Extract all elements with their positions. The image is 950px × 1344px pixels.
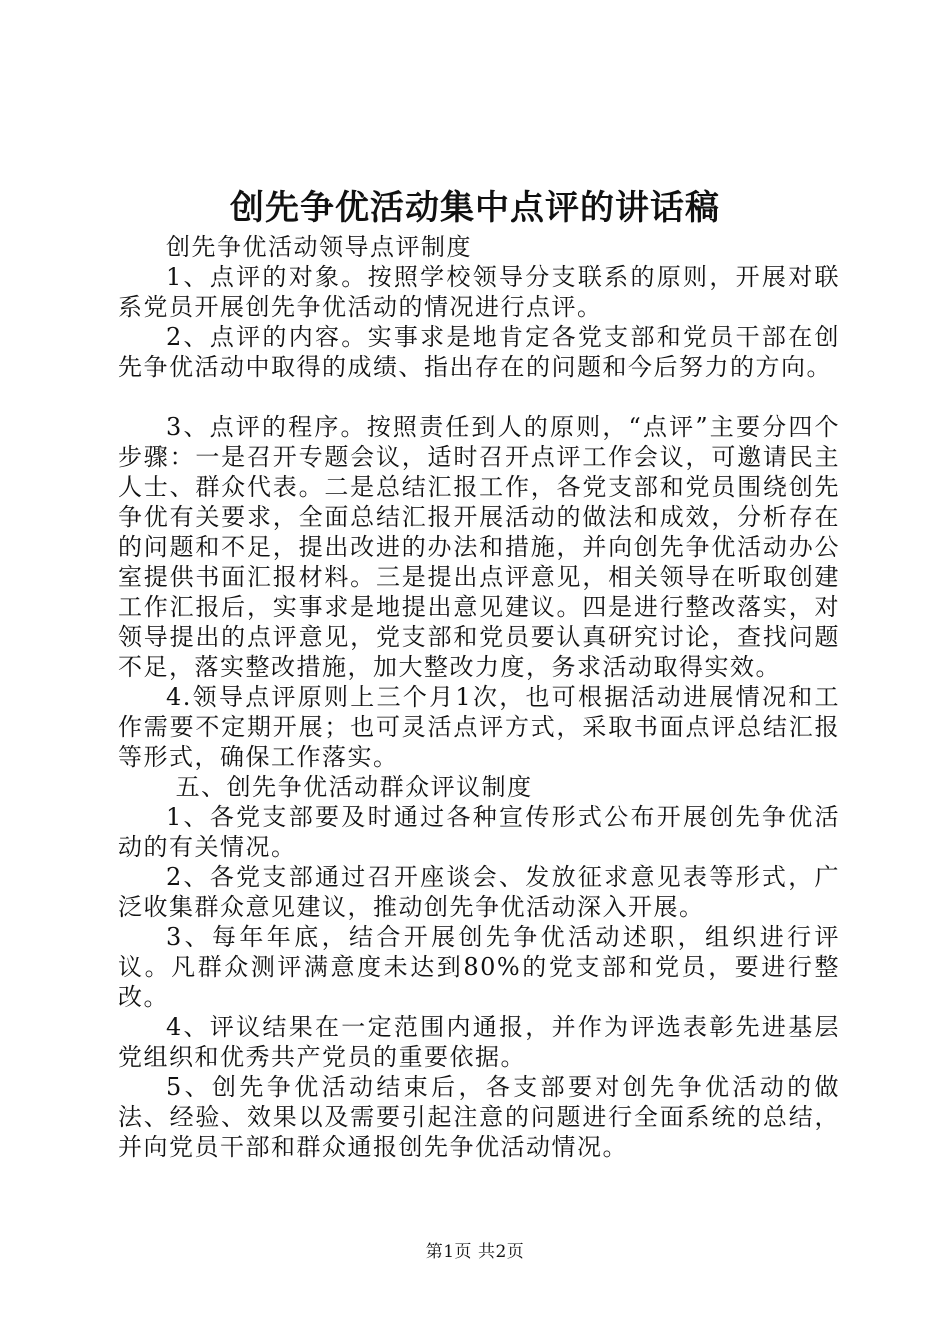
paragraph: 4.领导点评原则上三个月1次，也可根据活动进展情况和工作需要不定期开展；也可灵活点评方式，采取书面点评总结汇报等形式，确保工作落实。 (118, 683, 840, 771)
document-body (118, 232, 840, 1162)
paragraph: 3、每年年底，结合开展创先争优活动述职，组织进行评议。凡群众测评满意度未达到80%的党支部和党员，要进行整改。 (118, 923, 840, 1011)
paragraph: 4、评议结果在一定范围内通报，并作为评选表彰先进基层党组织和优秀共产党员的重要依据。 (118, 1013, 840, 1071)
section-heading: 创先争优活动领导点评制度 (166, 233, 472, 261)
paragraph: 5、创先争优活动结束后，各支部要对创先争优活动的做法、经验、效果以及需要引起注意的问题进行全面系统的总结，并向党员干部和群众通报创先争优活动情况。 (118, 1073, 840, 1161)
paragraph: 1、各党支部要及时通过各种宣传形式公布开展创先争优活动的有关情况。 (118, 803, 840, 861)
paragraph: 3、点评的程序。按照责任到人的原则，“点评”主要分四个步骤：一是召开专题会议，适时召开点评工作会议，可邀请民主人士、群众代表。二是总结汇报工作，各党支部和党员围绕创先争优有关要求，全面总结汇报开展活动的做法和成效，分析存在的问题和不足，提出改进的办法和措施，并向创先争优活动办公室提供书面汇报材料。三是提出点评意见，相关领导在听取创建工作汇报后，实事求是地提出意见建议。四是进行整改落实，对领导提出的点评意见，党支部和党员要认真研究讨论，查找问题不足，落实整改措施，加大整改力度，务求活动取得实效。 (118, 413, 840, 681)
page-number-footer: 第1页 共2页 (425, 1242, 525, 1262)
paragraph: 2、各党支部通过召开座谈会、发放征求意见表等形式，广泛收集群众意见建议，推动创先争优活动深入开展。 (118, 863, 840, 921)
section-heading: 五、创先争优活动群众评议制度 (175, 773, 533, 801)
document-title: 创先争优活动集中点评的讲话稿 (230, 188, 720, 228)
paragraph: 2、点评的内容。实事求是地肯定各党支部和党员干部在创先争优活动中取得的成绩、指出存在的问题和今后努力的方向。 (118, 323, 840, 381)
paragraph: 1、点评的对象。按照学校领导分支联系的原则，开展对联系党员开展创先争优活动的情况进行点评。 (118, 263, 840, 321)
